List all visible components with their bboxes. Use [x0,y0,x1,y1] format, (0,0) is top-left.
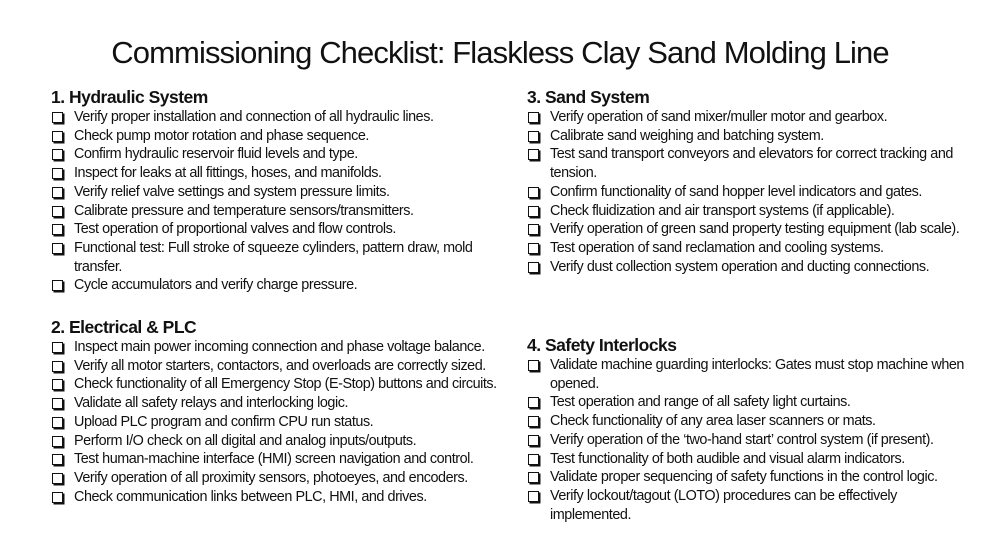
checklist-item [527,239,967,258]
checkbox-icon[interactable] [52,398,63,409]
checklist-item [527,450,972,469]
checklist-item-text: Inspect for leaks at all fittings, hoses, and manifolds. [74,165,382,182]
checklist-item [527,183,967,202]
checkbox-icon[interactable] [528,131,539,142]
checklist-item [527,468,972,487]
section-safety-interlocks [527,334,972,524]
checklist-item [527,108,967,127]
checkbox-icon[interactable] [528,262,539,273]
section-sand-system [527,86,967,276]
checkbox-icon[interactable] [52,149,63,160]
checklist [527,108,967,276]
checklist-item [51,469,521,488]
checklist-item [51,432,521,451]
checklist-item-text: Functional test: Full stroke of squeeze cylinders, pattern draw, mold transfer. [74,239,473,275]
checkbox-icon[interactable] [52,454,63,465]
checklist-item-text: Test operation of sand reclamation and cooling systems. [550,239,884,256]
checklist-item-text: Check communication links between PLC, HMI, and drives. [74,488,427,505]
checklist-item [51,413,521,432]
checkbox-icon[interactable] [52,379,63,390]
checklist-item [527,393,972,412]
checklist-item-text: Test functionality of both audible and visual alarm indicators. [550,450,905,467]
checklist-item [51,164,521,183]
checkbox-icon[interactable] [528,112,539,123]
section-hydraulic-system [51,86,521,295]
checklist-item-text: Validate proper sequencing of safety functions in the control logic. [550,469,938,486]
checklist-item [51,375,521,394]
checklist-item [527,202,967,221]
page-title: Commissioning Checklist: Flaskless Clay Sand Molding Line [111,35,889,70]
checklist-item [51,127,521,146]
section-electrical-plc [51,316,521,506]
checklist-item-text: Verify dust collection system operation and ducting connections. [550,258,930,275]
checklist-item [51,357,521,376]
checklist-item-text: Verify operation of sand mixer/muller motor and gearbox. [550,109,888,125]
checklist [51,338,521,506]
checklist-item [527,127,967,146]
checkbox-icon[interactable] [52,168,63,179]
checkbox-icon[interactable] [52,492,63,503]
checklist-item-text: Verify operation of the ‘two-hand start’ control system (if present). [550,431,934,448]
checklist-item [51,220,521,239]
checkbox-icon[interactable] [528,360,539,371]
checklist-item [527,220,967,239]
checklist-item [51,145,521,164]
checkbox-icon[interactable] [52,243,63,254]
checklist-item [527,412,972,431]
checklist [527,356,972,524]
checkbox-icon[interactable] [528,224,539,235]
checklist-item-text: Test operation of proportional valves and flow controls. [74,221,396,238]
checklist-item [51,202,521,221]
checklist-item-text: Check pump motor rotation and phase sequence. [74,127,369,144]
checklist-item [51,276,521,295]
checklist-item [51,338,521,357]
checklist-item-text: Confirm hydraulic reservoir fluid levels and type. [74,146,358,163]
checkbox-icon[interactable] [52,342,63,353]
checklist-item [527,487,972,524]
checkbox-icon[interactable] [528,397,539,408]
checklist-item-text: Verify lockout/tagout (LOTO) procedures can be effectively implemented. [550,487,897,523]
checkbox-icon[interactable] [528,149,539,160]
checklist-item [527,258,967,277]
checklist [51,108,521,295]
checklist-item-text: Validate all safety relays and interlocking logic. [74,395,348,412]
checkbox-icon[interactable] [528,416,539,427]
checkbox-icon[interactable] [528,454,539,465]
checklist-item-text: Test sand transport conveyors and elevators for correct tracking and tension. [550,146,953,182]
checkbox-icon[interactable] [52,473,63,484]
section-heading: 4. Safety Interlocks [527,335,677,355]
checklist-item-text: Verify all motor starters, contactors, and overloads are correctly sized. [74,357,486,374]
checklist-item-text: Verify operation of all proximity sensors, photoeyes, and encoders. [74,469,468,486]
checklist-item-text: Perform I/O check on all digital and analog inputs/outputs. [74,432,417,449]
checkbox-icon[interactable] [52,280,63,291]
checklist-item-text: Verify proper installation and connection of all hydraulic lines. [74,109,434,125]
section-heading: 2. Electrical & PLC [51,317,197,337]
checklist-item-text: Test operation and range of all safety light curtains. [550,394,851,411]
checkbox-icon[interactable] [528,243,539,254]
checklist-item [51,108,521,127]
checklist-item-text: Upload PLC program and confirm CPU run status. [74,413,374,430]
checklist-item-text: Check functionality of all Emergency Stop (E-Stop) buttons and circuits. [74,376,497,393]
checkbox-icon[interactable] [528,491,539,502]
checklist-item [527,356,972,393]
checkbox-icon[interactable] [52,417,63,428]
checklist-item-text: Verify relief valve settings and system pressure limits. [74,183,390,200]
checklist-item [527,145,967,182]
checklist-item-text: Inspect main power incoming connection and phase voltage balance. [74,339,485,355]
checklist-item [51,239,521,276]
checklist-item [51,394,521,413]
checklist-item-text: Test human-machine interface (HMI) screen navigation and control. [74,451,474,468]
checklist-item [51,183,521,202]
checklist-item-text: Confirm functionality of sand hopper level indicators and gates. [550,183,922,200]
checklist-item [527,431,972,450]
checklist-item-text: Verify operation of green sand property testing equipment (lab scale). [550,221,960,238]
checkbox-icon[interactable] [52,224,63,235]
checklist-item [51,488,521,507]
checkbox-icon[interactable] [528,206,539,217]
checklist-item-text: Check fluidization and air transport systems (if applicable). [550,202,895,219]
checklist-item-text: Validate machine guarding interlocks: Gates must stop machine when opened. [550,357,964,392]
checkbox-icon[interactable] [52,206,63,217]
checkbox-icon[interactable] [528,472,539,483]
checkbox-icon[interactable] [52,131,63,142]
checkbox-icon[interactable] [52,436,63,447]
checklist-item-text: Calibrate sand weighing and batching system. [550,127,824,144]
checkbox-icon[interactable] [528,187,539,198]
checklist-item-text: Calibrate pressure and temperature sensors/transmitters. [74,202,414,219]
section-heading: 3. Sand System [527,87,650,107]
checklist-item-text: Cycle accumulators and verify charge pressure. [74,277,358,294]
checkbox-icon[interactable] [528,435,539,446]
checkbox-icon[interactable] [52,187,63,198]
section-heading: 1. Hydraulic System [51,87,208,107]
checklist-item-text: Check functionality of any area laser scanners or mats. [550,413,876,430]
checklist-item [51,450,521,469]
checkbox-icon[interactable] [52,361,63,372]
checkbox-icon[interactable] [52,112,63,123]
